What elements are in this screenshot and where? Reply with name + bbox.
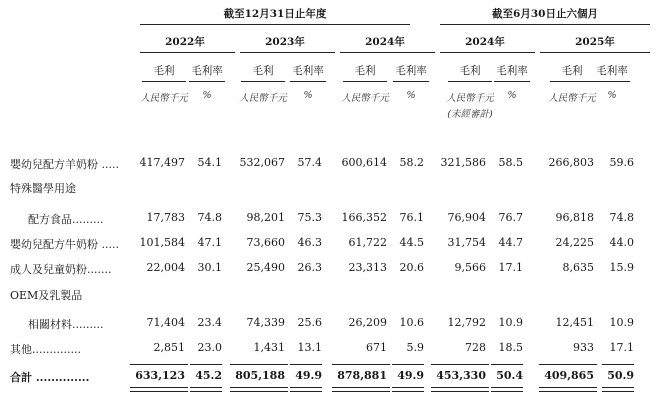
cell-gross-profit: 453,330 — [436, 369, 486, 382]
unit-percent: % — [202, 90, 212, 101]
cell-gross-profit: 417,497 — [139, 156, 185, 169]
subheader-rule — [594, 81, 630, 82]
cell-gross-margin: 59.6 — [609, 156, 634, 169]
cell-gross-margin: 20.6 — [399, 261, 424, 274]
unit-percent: % — [406, 90, 416, 101]
col-header-margin: 毛利率 — [191, 65, 223, 77]
cell-gross-margin: 17.1 — [498, 261, 523, 274]
total-double-rule — [290, 387, 322, 392]
cell-gross-profit: 74,339 — [246, 316, 285, 329]
cell-gross-margin: 49.9 — [295, 369, 322, 382]
cell-gross-margin: 76.1 — [399, 211, 424, 224]
row-label: 合計 .............. — [10, 371, 90, 384]
cell-gross-profit: 2,851 — [153, 341, 185, 354]
cell-gross-margin: 25.6 — [297, 316, 322, 329]
row-label: 配方食品......... — [28, 213, 104, 226]
subheader-rule — [393, 81, 429, 82]
cell-gross-margin: 5.9 — [406, 341, 424, 354]
subheader-rule — [241, 81, 285, 82]
unit-rmb-thousand: 人民幣千元 — [548, 93, 596, 104]
unit-percent: % — [303, 90, 313, 101]
cell-gross-profit: 266,803 — [548, 156, 594, 169]
cell-gross-profit: 671 — [366, 341, 387, 354]
total-top-rule — [190, 364, 222, 365]
total-double-rule — [539, 387, 597, 392]
total-top-rule — [602, 364, 634, 365]
cell-gross-profit: 633,123 — [135, 369, 185, 382]
year-rule-2022 — [140, 52, 235, 53]
cell-gross-profit: 166,352 — [341, 211, 387, 224]
total-double-rule — [392, 387, 424, 392]
cell-gross-margin: 50.4 — [496, 369, 523, 382]
year-rule-h1-2025 — [540, 52, 650, 53]
cell-gross-margin: 44.0 — [609, 236, 634, 249]
cell-gross-margin: 10.9 — [609, 316, 634, 329]
subheader-rule — [189, 81, 225, 82]
row-label: 相關材料......... — [28, 318, 104, 331]
subheader-rule — [550, 81, 594, 82]
year-header-2022: 2022年 — [165, 36, 205, 48]
cell-gross-margin: 75.3 — [297, 211, 322, 224]
cell-gross-margin: 76.7 — [498, 211, 523, 224]
cell-gross-profit: 805,188 — [235, 369, 285, 382]
cell-gross-margin: 23.0 — [197, 341, 222, 354]
cell-gross-margin: 44.7 — [498, 236, 523, 249]
subheader-rule — [343, 81, 387, 82]
cell-gross-margin: 74.8 — [609, 211, 634, 224]
cell-gross-profit: 321,586 — [440, 156, 486, 169]
cell-gross-profit: 22,004 — [146, 261, 185, 274]
unaudited-note: (未經審計) — [447, 109, 493, 120]
cell-gross-profit: 96,818 — [555, 211, 594, 224]
unit-rmb-thousand: 人民幣千元 — [140, 93, 188, 104]
cell-gross-margin: 49.9 — [397, 369, 424, 382]
cell-gross-margin: 74.8 — [197, 211, 222, 224]
cell-gross-profit: 409,865 — [544, 369, 594, 382]
cell-gross-margin: 45.2 — [195, 369, 222, 382]
col-header-margin: 毛利率 — [292, 65, 324, 77]
year-header-h1-2025: 2025年 — [575, 36, 615, 48]
year-header-2023: 2023年 — [265, 36, 305, 48]
subheader-rule — [448, 81, 492, 82]
cell-gross-profit: 9,566 — [454, 261, 486, 274]
cell-gross-margin: 10.6 — [399, 316, 424, 329]
unit-percent: % — [507, 90, 517, 101]
unit-rmb-thousand: 人民幣千元 — [446, 93, 494, 104]
row-label: 嬰幼兒配方羊奶粉 ..... — [10, 158, 119, 171]
year-rule-2023 — [240, 52, 335, 53]
cell-gross-margin: 13.1 — [297, 341, 322, 354]
unit-rmb-thousand: 人民幣千元 — [239, 93, 287, 104]
cell-gross-margin: 50.9 — [607, 369, 634, 382]
cell-gross-margin: 15.9 — [609, 261, 634, 274]
col-header-gross-profit: 毛利 — [153, 65, 175, 77]
cell-gross-profit: 71,404 — [146, 316, 185, 329]
cell-gross-margin: 58.2 — [399, 156, 424, 169]
total-double-rule — [602, 387, 634, 392]
total-double-rule — [491, 387, 523, 392]
total-double-rule — [130, 387, 188, 392]
cell-gross-profit: 1,431 — [253, 341, 285, 354]
cell-gross-profit: 26,209 — [348, 316, 387, 329]
group-header-six-months: 截至6月30日止六個月 — [492, 8, 598, 20]
cell-gross-profit: 8,635 — [562, 261, 594, 274]
cell-gross-profit: 17,783 — [146, 211, 185, 224]
total-top-rule — [392, 364, 424, 365]
col-header-margin: 毛利率 — [596, 65, 628, 77]
row-label: OEM及乳製品 — [10, 289, 83, 302]
row-label: 成人及兒童奶粉....... — [10, 263, 112, 276]
total-double-rule — [190, 387, 222, 392]
total-top-rule — [539, 364, 597, 365]
year-rule-h1-2024 — [440, 52, 535, 53]
cell-gross-profit: 933 — [573, 341, 594, 354]
cell-gross-margin: 57.4 — [297, 156, 322, 169]
cell-gross-profit: 73,660 — [246, 236, 285, 249]
cell-gross-profit: 728 — [465, 341, 486, 354]
cell-gross-margin: 30.1 — [197, 261, 222, 274]
total-double-rule — [230, 387, 288, 392]
group-header-fiscal-year: 截至12月31日止年度 — [223, 8, 327, 20]
total-double-rule — [332, 387, 390, 392]
col-header-margin: 毛利率 — [395, 65, 427, 77]
cell-gross-profit: 31,754 — [447, 236, 486, 249]
col-header-gross-profit: 毛利 — [252, 65, 274, 77]
cell-gross-profit: 23,313 — [348, 261, 387, 274]
cell-gross-profit: 532,067 — [239, 156, 285, 169]
year-rule-2024 — [340, 52, 435, 53]
year-header-2024: 2024年 — [365, 36, 405, 48]
subheader-rule — [494, 81, 530, 82]
col-header-gross-profit: 毛利 — [354, 65, 376, 77]
cell-gross-margin: 58.5 — [498, 156, 523, 169]
total-double-rule — [431, 387, 489, 392]
cell-gross-margin: 47.1 — [197, 236, 222, 249]
col-header-gross-profit: 毛利 — [459, 65, 481, 77]
cell-gross-margin: 10.9 — [498, 316, 523, 329]
unit-rmb-thousand: 人民幣千元 — [341, 93, 389, 104]
unit-percent: % — [607, 90, 617, 101]
subheader-rule — [290, 81, 326, 82]
cell-gross-profit: 101,584 — [139, 236, 185, 249]
cell-gross-margin: 26.3 — [297, 261, 322, 274]
cell-gross-profit: 600,614 — [341, 156, 387, 169]
col-header-gross-profit: 毛利 — [561, 65, 583, 77]
cell-gross-margin: 54.1 — [197, 156, 222, 169]
col-header-margin: 毛利率 — [496, 65, 528, 77]
cell-gross-profit: 12,792 — [447, 316, 486, 329]
total-top-rule — [491, 364, 523, 365]
group-rule-fiscal-year — [140, 24, 410, 25]
cell-gross-profit: 25,490 — [246, 261, 285, 274]
cell-gross-profit: 76,904 — [447, 211, 486, 224]
cell-gross-profit: 24,225 — [555, 236, 594, 249]
row-label: 嬰幼兒配方牛奶粉 ..... — [10, 238, 119, 251]
cell-gross-margin: 46.3 — [297, 236, 322, 249]
total-top-rule — [431, 364, 489, 365]
cell-gross-profit: 98,201 — [246, 211, 285, 224]
total-top-rule — [130, 364, 188, 365]
cell-gross-margin: 17.1 — [609, 341, 634, 354]
row-label: 特殊醫學用途 — [10, 182, 76, 195]
cell-gross-margin: 44.5 — [399, 236, 424, 249]
cell-gross-profit: 61,722 — [348, 236, 387, 249]
total-top-rule — [332, 364, 390, 365]
subheader-rule — [142, 81, 186, 82]
cell-gross-margin: 23.4 — [197, 316, 222, 329]
cell-gross-profit: 12,451 — [555, 316, 594, 329]
cell-gross-profit: 878,881 — [337, 369, 387, 382]
cell-gross-margin: 18.5 — [498, 341, 523, 354]
year-header-h1-2024: 2024年 — [465, 36, 505, 48]
group-rule-six-months — [440, 24, 650, 25]
total-top-rule — [290, 364, 322, 365]
total-top-rule — [230, 364, 288, 365]
row-label: 其他.............. — [10, 343, 81, 356]
